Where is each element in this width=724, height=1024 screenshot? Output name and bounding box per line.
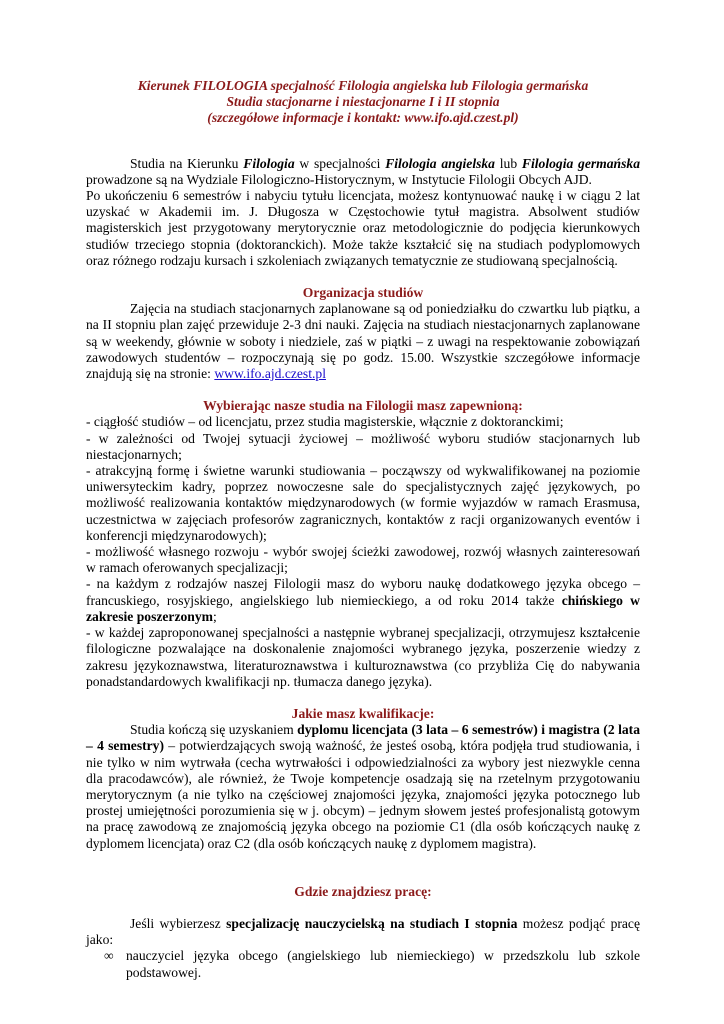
benefit-item-4: - możliwość własnego rozwoju - wybór swojej ścieżki zawodowej, rozwój własnych zainteresowań w ramach oferowanych specjalizacji;: [86, 544, 640, 576]
benefit-item-2: - w zależności od Twojej sytuacji życiowej – możliwość wyboru studiów stacjonarnych lub niestacjonarnych;: [86, 430, 640, 462]
benefit-item-5: - na każdym z rodzajów naszej Filologii masz do wyboru naukę dodatkowego języka obcego – francuskiego, rosyjskiego, angielskiego lub niemieckiego, a od roku 2014 także chińskiego w zakresie poszerzonym;: [86, 576, 640, 624]
header-line-3: (szczegółowe informacje i kontakt: www.ifo.ajd.czest.pl): [207, 110, 519, 126]
section-title-kwalifikacje: Jakie masz kwalifikacje:: [291, 705, 435, 721]
intro-paragraph: Studia na Kierunku Filologia w specjalności Filologia angielska lub Filologia germańska prowadzone są na Wydziale Filologiczno-Historycznym, w Instytucie Filologii Obcych AJD.: [86, 155, 640, 187]
intro-paragraph-2: Po ukończeniu 6 semestrów i nabyciu tytułu licencjata, możesz kontynuować naukę i w ciągu 2 lat uzyskać w Akademii im. J. Długosza w Częstochowie tytuł magistra. Absolwent studiów magisterskich jest przygotowany merytorycznie oraz metodologicznie do podjęcia kierunkowych studiów trzeciego stopnia (doktoranckich). Może także kształcić się na studiach podyplomowych oraz różnego rodzaju kursach i szkoleniach związanych tematycznie ze studiowaną specjalnością.: [86, 188, 640, 268]
header-line-2: Studia stacjonarne i niestacjonarne I i II stopnia: [226, 94, 500, 110]
document-page: [86, 78, 640, 981]
organizacja-paragraph: Zajęcia na studiach stacjonarnych zaplanowane są od poniedziałku do czwartku lub piątku, a na II stopniu plan zajęć przewiduje 2-3 dni nauki. Zajęcia na studiach niestacjonarnych zaplanowane są w weekendy, głównie w soboty i niedziele, zaś w piątki – z uwagi na respektowanie zobowiązań zawodowych studentów – rozpoczynają się po godz. 15.00. Wszystkie szczegółowe informacje znajdują się na stronie: www.ifo.ajd.czest.pl: [86, 301, 640, 382]
kwalifikacje-paragraph: Studia kończą się uzyskaniem dyplomu licencjata (3 lata – 6 semestrów) i magistra (2 lata – 4 semestry) – potwierdzających swoją ważność, że jesteś osobą, która podjęła trud studiowania, i nie tylko w nim wytrwała (cecha wytrwałości i odpowiedzialności za wybory jest niezwykle cenna dla pracodawców), ale również, że Twoje kompetencje osadzają się na rzetelnym przygotowaniu merytorycznym (a nie tylko na częściowej znajomości języka, znajomości języka potocznego lub prostej umiejętności porozumienia się w j. obcym) – jednym słowem jesteś profesjonalistą gotowym na pracę zawodową ze znajomością języka obcego na poziomie C1 (dla osób kończących naukę z dyplomem licencjata) oraz C2 (dla osób kończących naukę z dyplomem magistra).: [86, 722, 640, 851]
praca-paragraph: Jeśli wybierzesz specjalizację nauczycielską na studiach I stopnia możesz podjąć pracę jako:: [86, 915, 640, 948]
section-title-organizacja: Organizacja studiów: [302, 285, 424, 301]
benefit-item-1: - ciągłość studiów – od licencjatu, przez studia magisterskie, włącznie z doktoranckimi;: [86, 414, 564, 430]
website-link[interactable]: www.ifo.ajd.czest.pl: [214, 366, 326, 382]
benefit-item-3: - atrakcyjną formę i świetne warunki studiowania – począwszy od wykwalifikowanej na poziomie uniwersyteckim kadry, poprzez nowoczesne sale do specjalistycznych zajęć językowych, po możliwość realizowania kontaktów międzynarodowych (w formie wyjazdów w ramach Erasmusa, uczestnictwa w zajęciach profesorów zagranicznych, kontaktów z racji organizowanych eventów i konferencji międzynarodowych);: [86, 463, 640, 543]
benefit-item-6: - w każdej zaproponowanej specjalności a następnie wybranej specjalizacji, otrzymujesz kształcenie filologiczne pozwalające na doskonalenie znajomości wybranego języka, poszerzenie wiedzy z zakresu językoznawstwa, literaturoznawstwa i kulturoznawstwa (co przybliża Cię do nabywania ponadstandardowych kwalifikacji np. tłumacza danego języka).: [86, 625, 640, 689]
list-item: [86, 948, 640, 980]
header-line-1: Kierunek FILOLOGIA specjalność Filologia angielska lub Filologia germańska: [137, 78, 589, 93]
infinity-bullet-icon: ∞: [104, 948, 114, 964]
list-item-text: nauczyciel języka obcego (angielskiego lub niemieckiego) w przedszkolu lub szkole podstawowej.: [126, 948, 640, 980]
section-title-praca: Gdzie znajdziesz pracę:: [294, 883, 432, 899]
section-title-zapewniona: Wybierając nasze studia na Filologii masz zapewnioną:: [203, 398, 523, 414]
document-header: [86, 78, 640, 127]
